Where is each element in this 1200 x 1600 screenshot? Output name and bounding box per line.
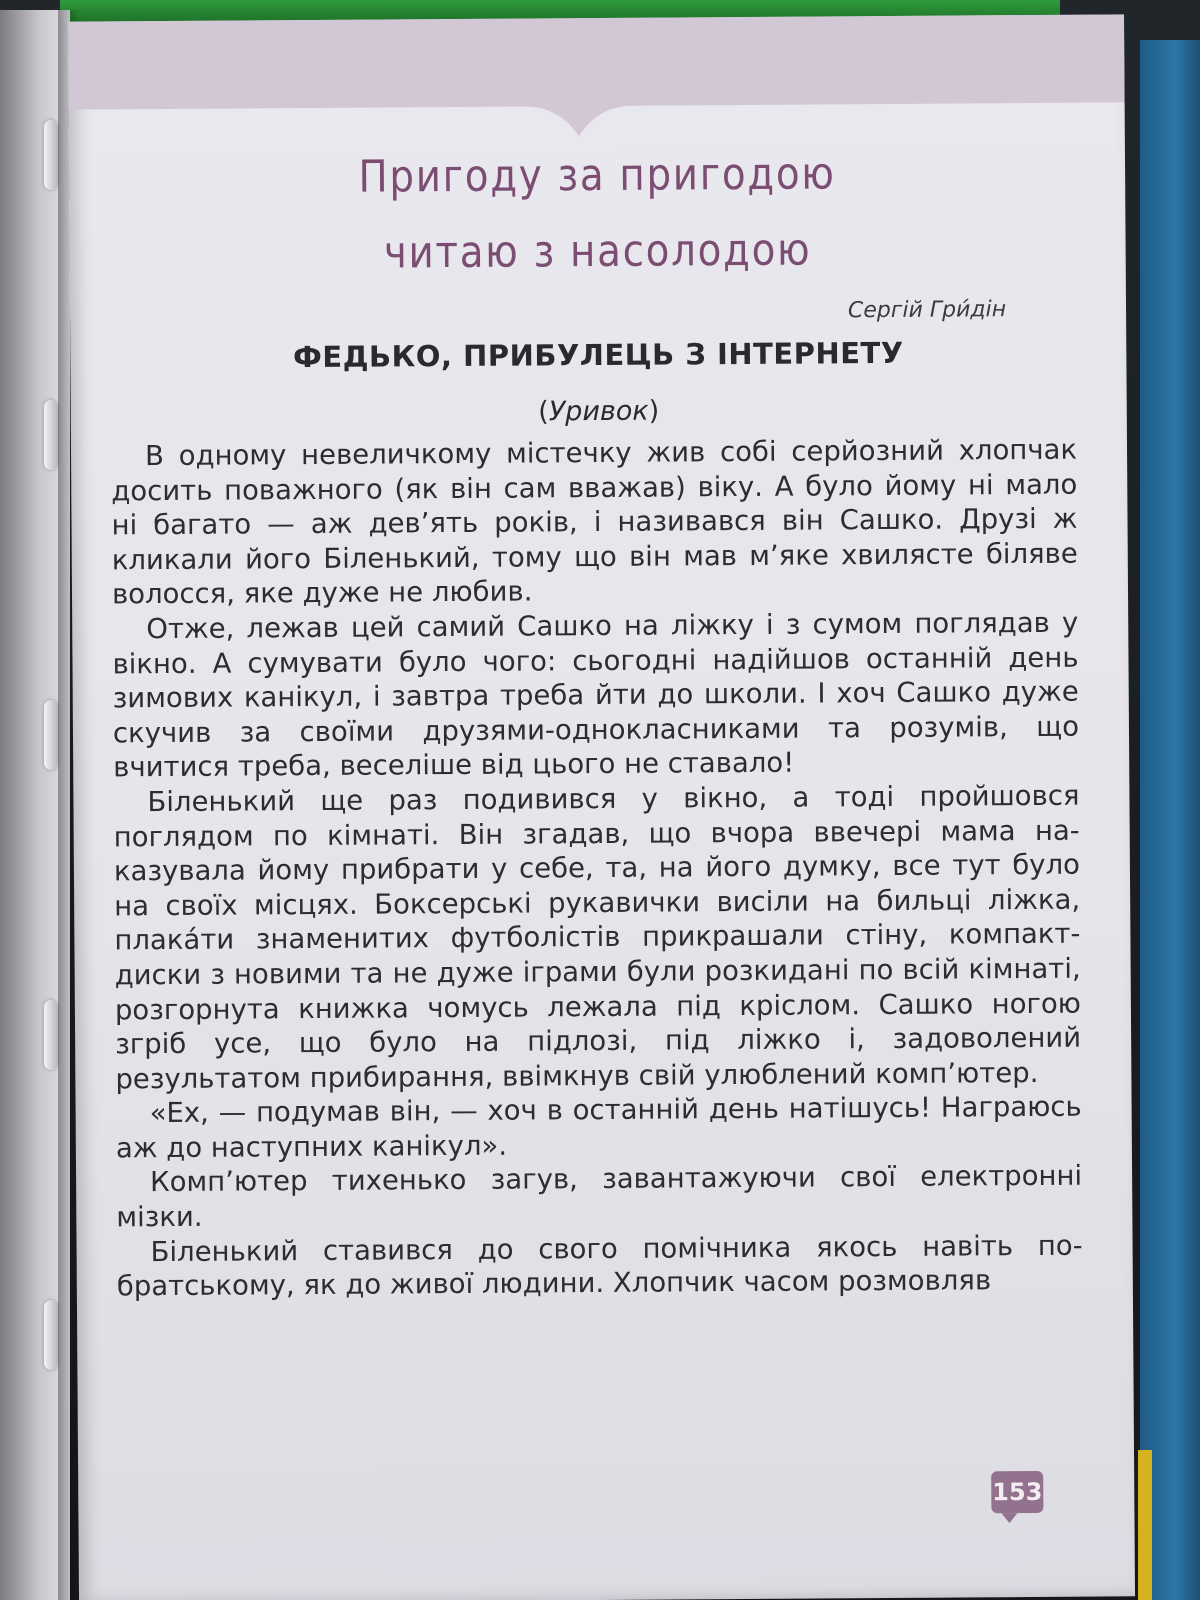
section-title-line-1: Пригоду за пригодою	[358, 148, 836, 203]
section-title-line-2: читаю з насолодою	[383, 224, 812, 279]
bookmark-edge	[1138, 1450, 1152, 1600]
book-right-edge	[1140, 40, 1200, 1600]
paragraph-3: Біленький ще раз подивився у вікно, а тоді пройшовся поглядом по кімнаті. Він згадав, що вчора ввечері мама наказувала йому прибрати у себе, та, на його думку, все тут було на своїх місцях. Боксерські рукавички висіли на бильці ліжка, плака́ти знаменитих футболістів прикрашали стіну, компакт-диски з новими та не дуже іграми були розкидані по всій кімнаті, розгорнута книжка чомусь лежала під кріслом. Сашко ногою згріб усе, що було на підлозі, під ліжко і, задоволений результатом прибирання, ввімкнув свій улюблений комп’ютер.	[113, 779, 1082, 1096]
stitch-mark	[44, 1000, 58, 1070]
page-number-badge: 153	[991, 1471, 1043, 1513]
paragraph-6: Біленький ставився до свого помічника якось навіть по-братському, як до живої людини. Хлопчик часом розмовляв	[116, 1229, 1083, 1303]
stitch-mark	[44, 400, 58, 470]
section-title	[132, 135, 1062, 293]
paragraph-5: Комп’ютер тихенько загув, завантажуючи свої електронні мізки.	[116, 1160, 1083, 1234]
paragraph-2: Отже, лежав цей самий Сашко на ліжку і з сумом поглядав у вікно. А сумувати було чого: сьогодні надійшов останній день зимових канікул, і завтра треба йти до школи. І хоч Сашко дуже скучив за своїми друзями-однокласниками та розумів, що вчитися треба, веселіше від цього не ставало!	[112, 606, 1080, 784]
story-subtitle	[71, 392, 1127, 430]
subtitle-word: Уривок	[548, 395, 649, 428]
stitch-mark	[44, 120, 58, 190]
story-body	[111, 433, 1083, 1305]
header-band	[68, 14, 1125, 141]
story-title: ФЕДЬКО, ПРИБУЛЕЦЬ З ІНТЕРНЕТУ	[292, 335, 904, 375]
paragraph-1: В одному невеличкому містечку жив собі серйозний хлопчак досить поважного (як він сам вважав) віку. А було йому ні мало ні багато — аж дев’ять років, і називався він Сашко. Друзі ж кликали його Біленький, тому що він мав м’яке хвилясте біляве волосся, яке дуже не любив.	[111, 433, 1078, 611]
subtitle-paren-open: (	[538, 396, 549, 428]
book-page	[68, 14, 1135, 1600]
stitch-mark	[44, 1300, 58, 1370]
stitch-mark	[44, 700, 58, 770]
author-name: Сергій Гри́дін	[847, 297, 1007, 324]
subtitle-paren-close: )	[648, 395, 660, 427]
paragraph-4: «Ех, — подумав він, — хоч в останній день натішусь! Награюсь аж до наступних канікул».	[115, 1090, 1082, 1165]
